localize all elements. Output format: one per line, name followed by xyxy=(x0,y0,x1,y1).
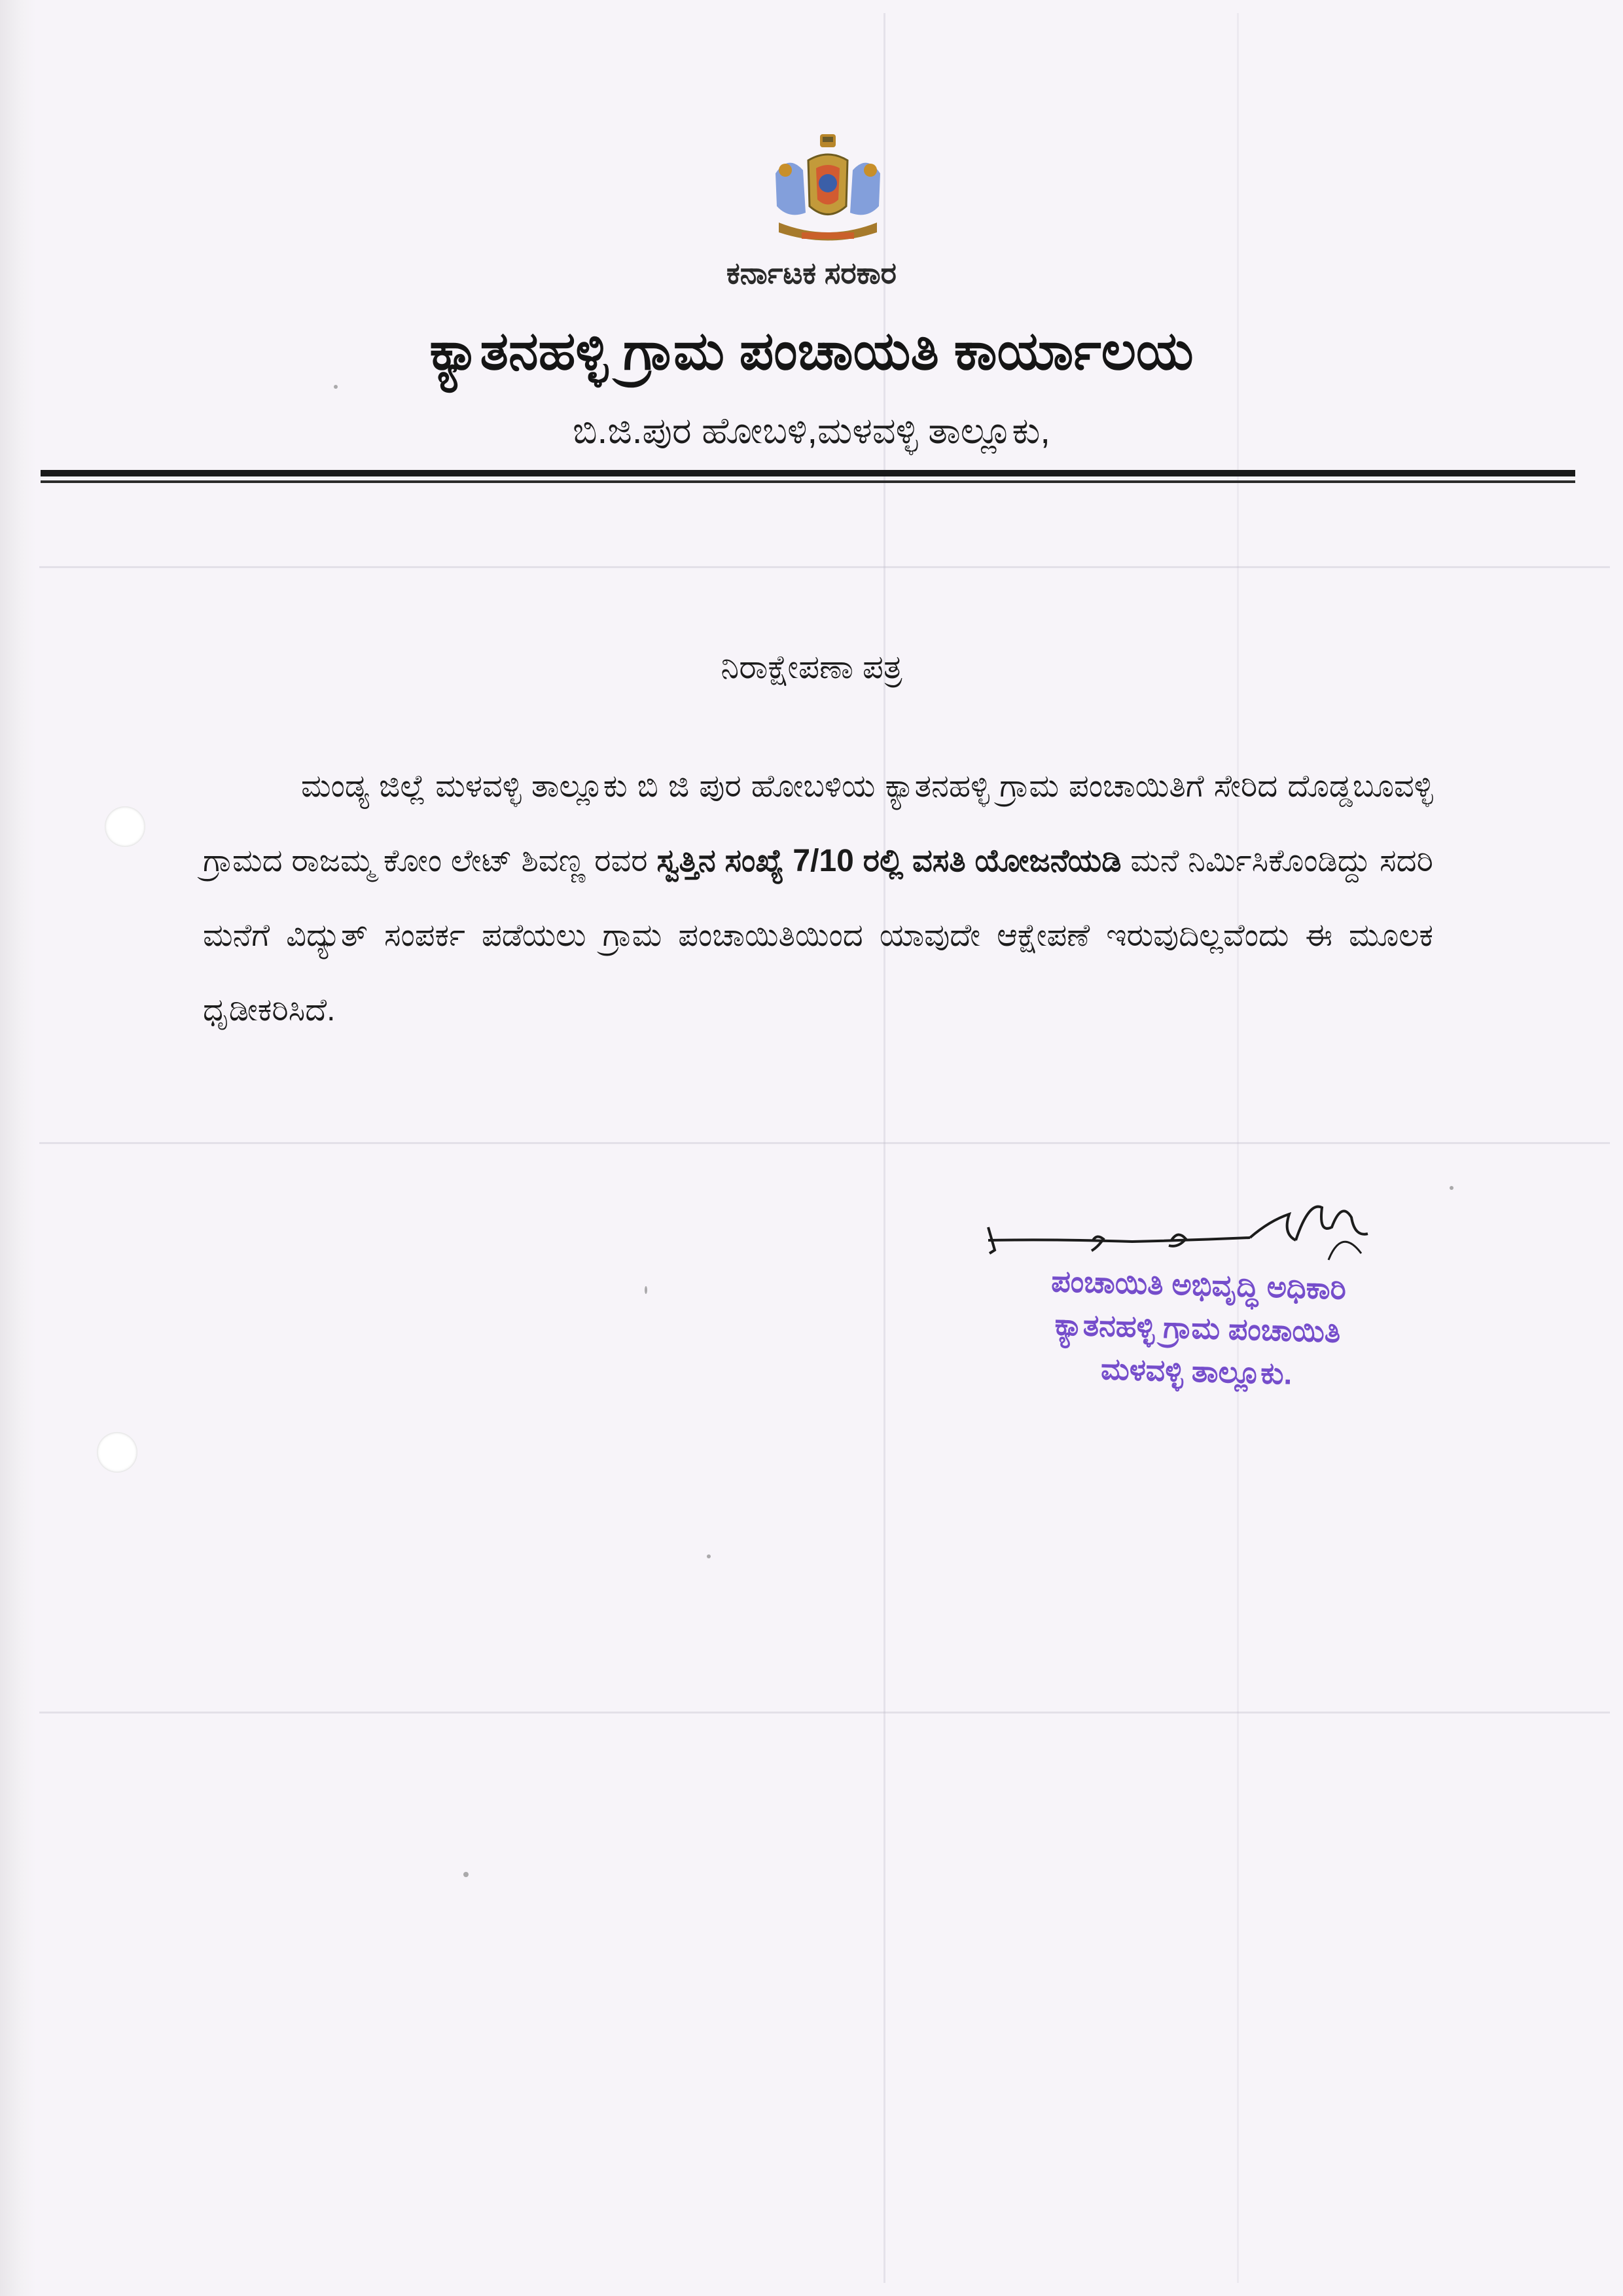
body-text-part1: ಮಂಡ್ಯ ಜಿಲ್ಲೆ ಮಳವಳ್ಳಿ ತಾಲ್ಲೂಕು ಬಿ ಜಿ ಪುರ ಹೋಬಳಿಯ ಕ್ಯಾತನಹಳ್ಳಿ ಗ್ರಾಮ ಪಂಚಾಯಿತಿಗೆ ಸೇರಿದ ದೊಡ್ಡಬೂವಳ್ಳಿ ಗ್ರಾಮದ ರಾಜಮ್ಮ ಕೋಂ ಲೇಟ್ ಶಿವಣ್ಣ ರವರ xyxy=(203,769,1433,878)
body-text-part2: ಮನೆ ನಿರ್ಮಿಸಿಕೊಂಡಿದ್ದು ಸದರಿ ಮನೆಗೆ ವಿದ್ಯುತ್ ಸಂಪರ್ಕ ಪಡೆಯಲು ಗ್ರಾಮ ಪಂಚಾಯಿತಿಯಿಂದ ಯಾವುದೇ ಆಕ್ಷೇಪಣೆ ಇರುವುದಿಲ್ಲವೆಂದು ಈ ಮೂಲಕ ಧೃಡೀಕರಿಸಿದೆ. xyxy=(203,844,1433,1028)
stamp-office: ಕ್ಯಾತನಹಳ್ಳಿ ಗ್ರಾಮ ಪಂಚಾಯಿತಿ xyxy=(1054,1307,1342,1349)
paper-speck xyxy=(1450,1186,1454,1190)
fold-line xyxy=(39,1712,1610,1713)
karnataka-state-emblem-icon xyxy=(762,134,893,249)
header-divider-thin xyxy=(41,480,1575,483)
letter-body xyxy=(203,749,1433,1048)
body-text-bold: ಸ್ವತ್ತಿನ ಸಂಖ್ಯೆ 7/10 ರಲ್ಲಿ ವಸತಿ ಯೋಜನೆಯಡಿ xyxy=(656,844,1122,878)
fold-line xyxy=(39,1142,1610,1144)
paper-speck xyxy=(334,385,338,389)
header-divider xyxy=(41,470,1575,476)
fold-line xyxy=(39,566,1610,568)
stamp-designation: ಪಂಚಾಯಿತಿ ಅಭಿವೃದ್ಧಿ ಅಧಿಕಾರಿ xyxy=(1050,1264,1347,1306)
stamp-taluk: ಮಳವಳ್ಳಿ ತಾಲ್ಲೂಕು. xyxy=(1100,1352,1293,1391)
paper-speck xyxy=(707,1554,711,1558)
paper-speck xyxy=(645,1286,647,1294)
official-stamp xyxy=(902,1255,1494,1400)
punch-hole xyxy=(97,1432,137,1473)
paper-speck xyxy=(463,1872,469,1877)
government-name: ಕರ್ನಾಟಕ ಸರಕಾರ xyxy=(726,256,897,290)
punch-hole xyxy=(105,806,145,847)
office-title: ಕ್ಯಾತನಹಳ್ಳಿ ಗ್ರಾಮ ಪಂಚಾಯತಿ ಕಾರ್ಯಾಲಯ xyxy=(429,321,1194,381)
office-address: ಬಿ.ಜಿ.ಪುರ ಹೋಬಳಿ,ಮಳವಳ್ಳಿ ತಾಲ್ಲೂಕು, xyxy=(573,410,1050,451)
document-title: ನಿರಾಕ್ಷೇಪಣಾ ಪತ್ರ xyxy=(721,649,902,685)
